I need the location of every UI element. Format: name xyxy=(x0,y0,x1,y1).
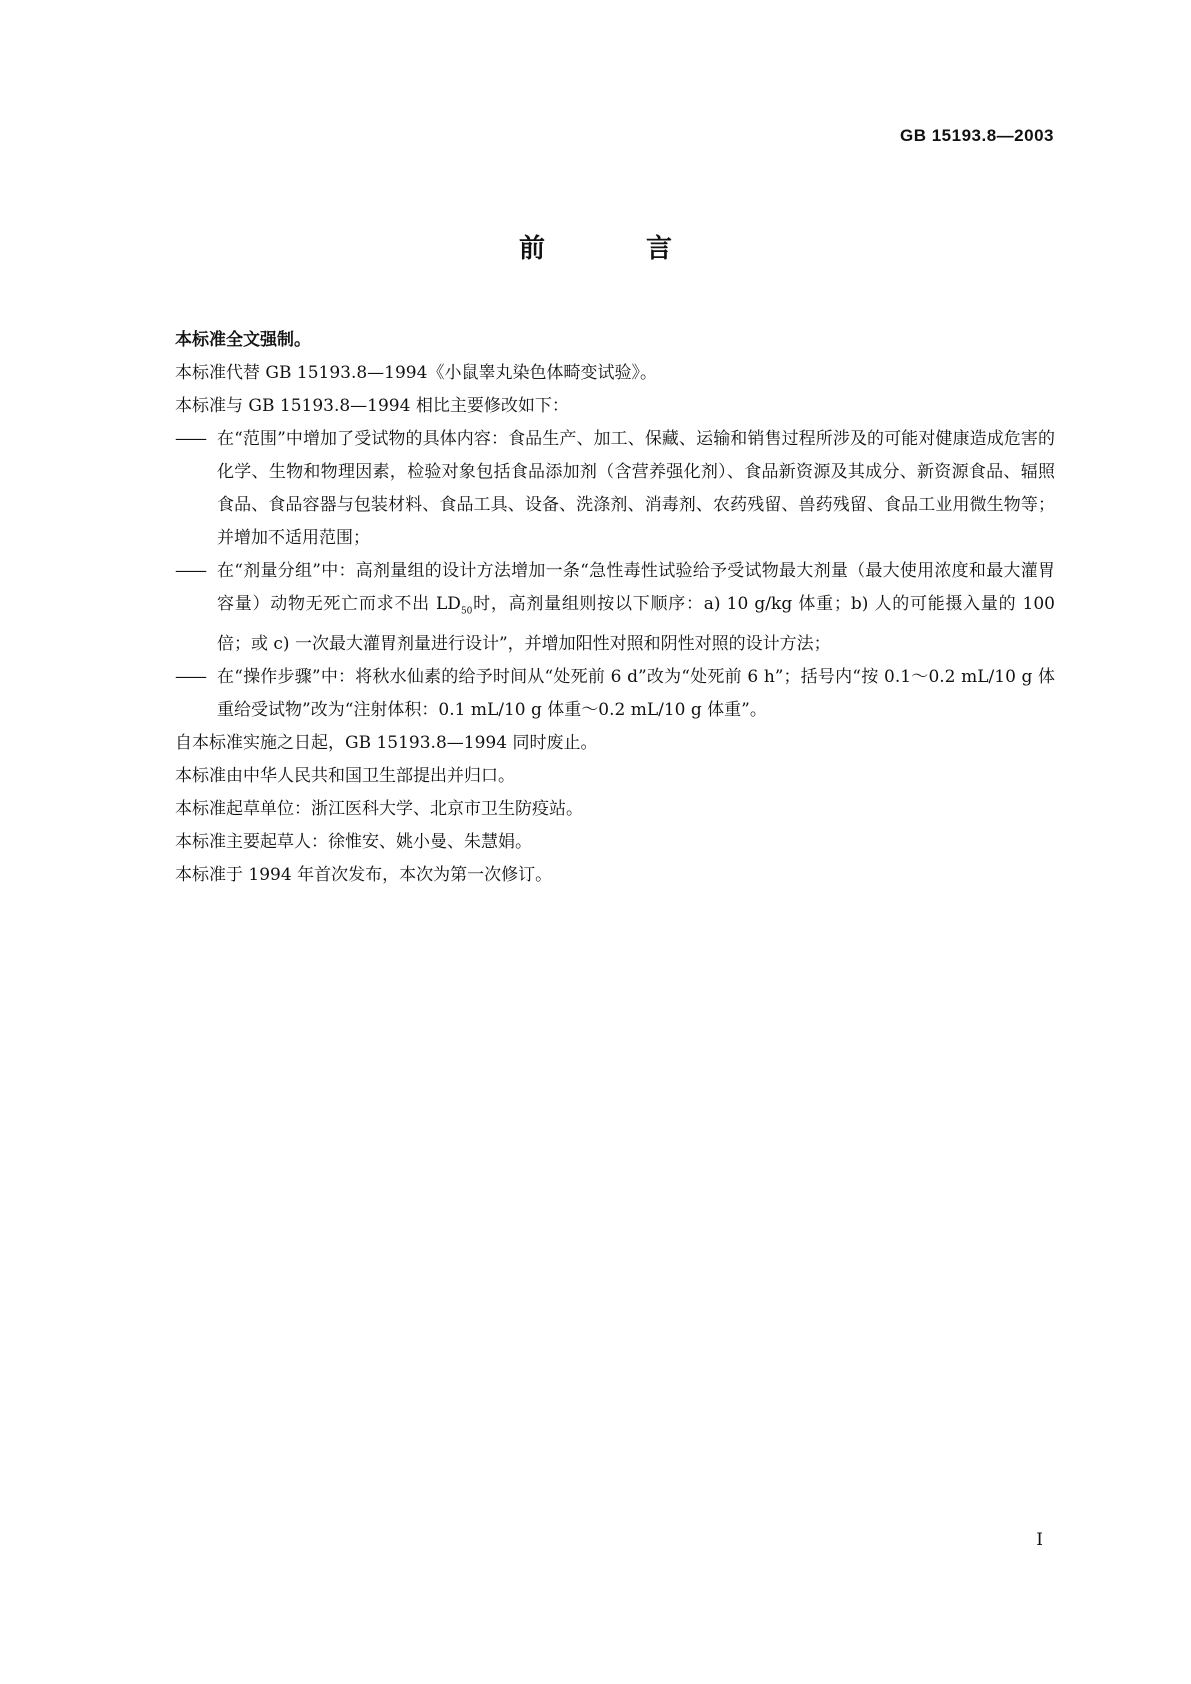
paragraph-history: 本标准于 1994 年首次发布，本次为第一次修订。 xyxy=(175,865,553,886)
paragraph-proposer: 本标准由中华人民共和国卫生部提出并归口。 xyxy=(175,766,515,787)
foreword-body xyxy=(175,324,1055,892)
paragraph-drafting-units: 本标准起草单位：浙江医科大学、北京市卫生防疫站。 xyxy=(175,799,583,820)
page-number: I xyxy=(1036,1530,1043,1550)
change-text-part-a: 在“剂量分组”中：高剂量组的设计方法增加一条“急性毒性试验给予受试物最大剂量（最大使用浓度和最大灌胃容量）动物无死亡而求不出 LD xyxy=(217,561,1055,614)
list-dash: —— xyxy=(175,667,205,688)
page-title: 前 言 xyxy=(518,234,719,264)
paragraph-abolished: 自本标准实施之日起，GB 15193.8—1994 同时废止。 xyxy=(175,733,598,754)
change-text: 在“操作步骤”中：将秋水仙素的给予时间从“处死前 6 d”改为“处死前 6 h”；括号内“按 0.1～0.2 mL/10 g 体重给受试物”改为“注射体积：0.1 mL/10 g 体重～0.2 mL/10 g 体重”。 xyxy=(217,667,1055,721)
standard-id: GB 15193.8—2003 xyxy=(900,126,1054,145)
change-text: 在“范围”中增加了受试物的具体内容：食品生产、加工、保藏、运输和销售过程所涉及的可能对健康造成危害的化学、生物和物理因素，检验对象包括食品添加剂（含营养强化剂）、食品新资源及其成分、新资源食品、辐照食品、食品容器与包装材料、食品工具、设备、洗涤剂、消毒剂、农药残留、兽药残留、食品工业用微生物等；并增加不适用范围； xyxy=(217,429,1055,548)
change-item-procedure xyxy=(175,661,1055,727)
change-text-part-b: 时，高剂量组则按以下顺序：a) 10 g/kg 体重；b) 人的可能摄入量的 100 倍；或 c) 一次最大灌胃剂量进行设计”，并增加阳性对照和阴性对照的设计方法； xyxy=(217,594,1055,655)
paragraph-changes-intro: 本标准与 GB 15193.8—1994 相比主要修改如下： xyxy=(175,396,569,416)
paragraph-mandatory: 本标准全文强制。 xyxy=(175,330,311,350)
paragraph-replaces: 本标准代替 GB 15193.8—1994《小鼠睾丸染色体畸变试验》。 xyxy=(175,363,657,383)
change-text xyxy=(217,555,1055,661)
list-dash: —— xyxy=(175,561,205,581)
list-dash: —— xyxy=(175,429,205,449)
change-item-dose-groups xyxy=(175,555,1055,661)
paragraph-drafters: 本标准主要起草人：徐惟安、姚小曼、朱慧娟。 xyxy=(175,832,532,853)
ld50-subscript: 50 xyxy=(460,606,473,617)
change-item-scope xyxy=(175,423,1055,555)
